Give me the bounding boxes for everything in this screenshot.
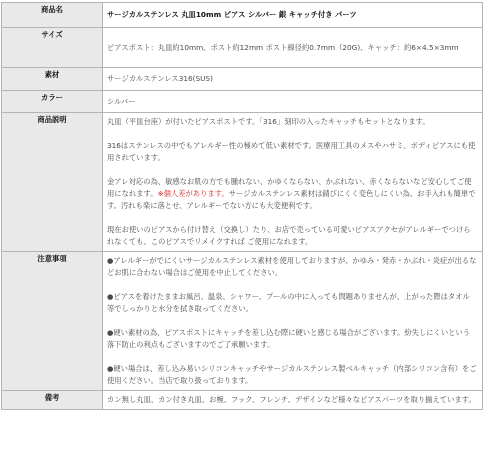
row-description: [2, 113, 483, 252]
value-product-name: サージカルステンレス 丸皿10mm ピアス シルバー 銀 キャッチ付き パーツ: [103, 3, 483, 28]
label-material: 素材: [2, 68, 103, 91]
row-material: [2, 68, 483, 91]
label-remarks: 備考: [2, 391, 103, 410]
description-p3-text-after: サージカルステンレス素材は錆びにくく変色しにくい為、お手入れも簡単です。汚れも楽に落とせ、アレルギーでない方にも大変便利です。: [107, 189, 476, 210]
note-2: ●ピアスを着けたままお風呂、温泉、シャワー、プールの中に入っても問題ありませんが、上がった際はタオル等でしっかりと水分を拭き取ってください。: [107, 292, 470, 313]
description-p3-text: 金アレ対応の為、敏感なお肌の方でも腫れない、かゆくならない、かぶれない、赤くならないなど安心してご使用になれます。: [107, 177, 472, 198]
label-product-name: 商品名: [2, 3, 103, 28]
value-remarks: カン無し丸皿、カン付き丸皿、お椀、フック、フレンチ、デザインなど様々なピアスパーツを取り揃えています。: [103, 391, 483, 410]
description-paragraph-2: 316はステンレスの中でもアレルギー性の極めて低い素材です。医療用工具のメスやハサミ、ボディピアスにも使用されています。: [107, 141, 476, 162]
row-product-name: [2, 3, 483, 28]
value-description: [103, 113, 483, 252]
description-paragraph-1: 丸皿（平皿台座）が付いたピアスポストです。「316」刻印の入ったキャッチもセットとなります。: [107, 117, 430, 126]
label-size: サイズ: [2, 28, 103, 68]
description-paragraph-3: [107, 176, 477, 212]
row-remarks: [2, 391, 483, 410]
label-description: 商品説明: [2, 113, 103, 252]
value-size: ピアスポスト：丸皿約10mm、ポスト約12mm ポスト線径約0.7mm（20G)、キャッチ：約6×4.5×3mm: [103, 28, 483, 68]
label-notes: 注意事項: [2, 252, 103, 391]
value-color: シルバー: [103, 91, 483, 113]
description-paragraph-4: 現在お使いのピアスから付け替え（交換し）たり、お店で売っている可愛いピアスアクセがアレルギーでつけられなくても、このピアスでリメイクすれば ご使用になれます。: [107, 225, 471, 246]
note-3: ●硬い素材の為、ピアスポストにキャッチを差し込む際に硬いと感じる場合がございます。紛失しにくいという落下防止の利点もございますのでご了承願います。: [107, 328, 471, 349]
note-4: ●硬い場合は、差し込み易いシリコンキャッチやサージカルステンレス製ベルキャッチ（内部シリコン含有）をご使用ください。当店で取り扱っております。: [107, 364, 477, 385]
row-notes: [2, 252, 483, 391]
row-color: [2, 91, 483, 113]
individual-difference-note: ※個人差があります。: [157, 189, 229, 198]
product-spec-table: [1, 2, 483, 410]
row-size: [2, 28, 483, 68]
label-color: カラー: [2, 91, 103, 113]
value-material: サージカルステンレス316(SUS): [103, 68, 483, 91]
note-1: ●アレルギーがでにくいサージカルステンレス素材を使用しておりますが、かゆみ・発赤・かぶれ・炎症が出るなどお肌に合わない場合はご使用を中止してください。: [107, 256, 477, 277]
value-notes: [103, 252, 483, 391]
